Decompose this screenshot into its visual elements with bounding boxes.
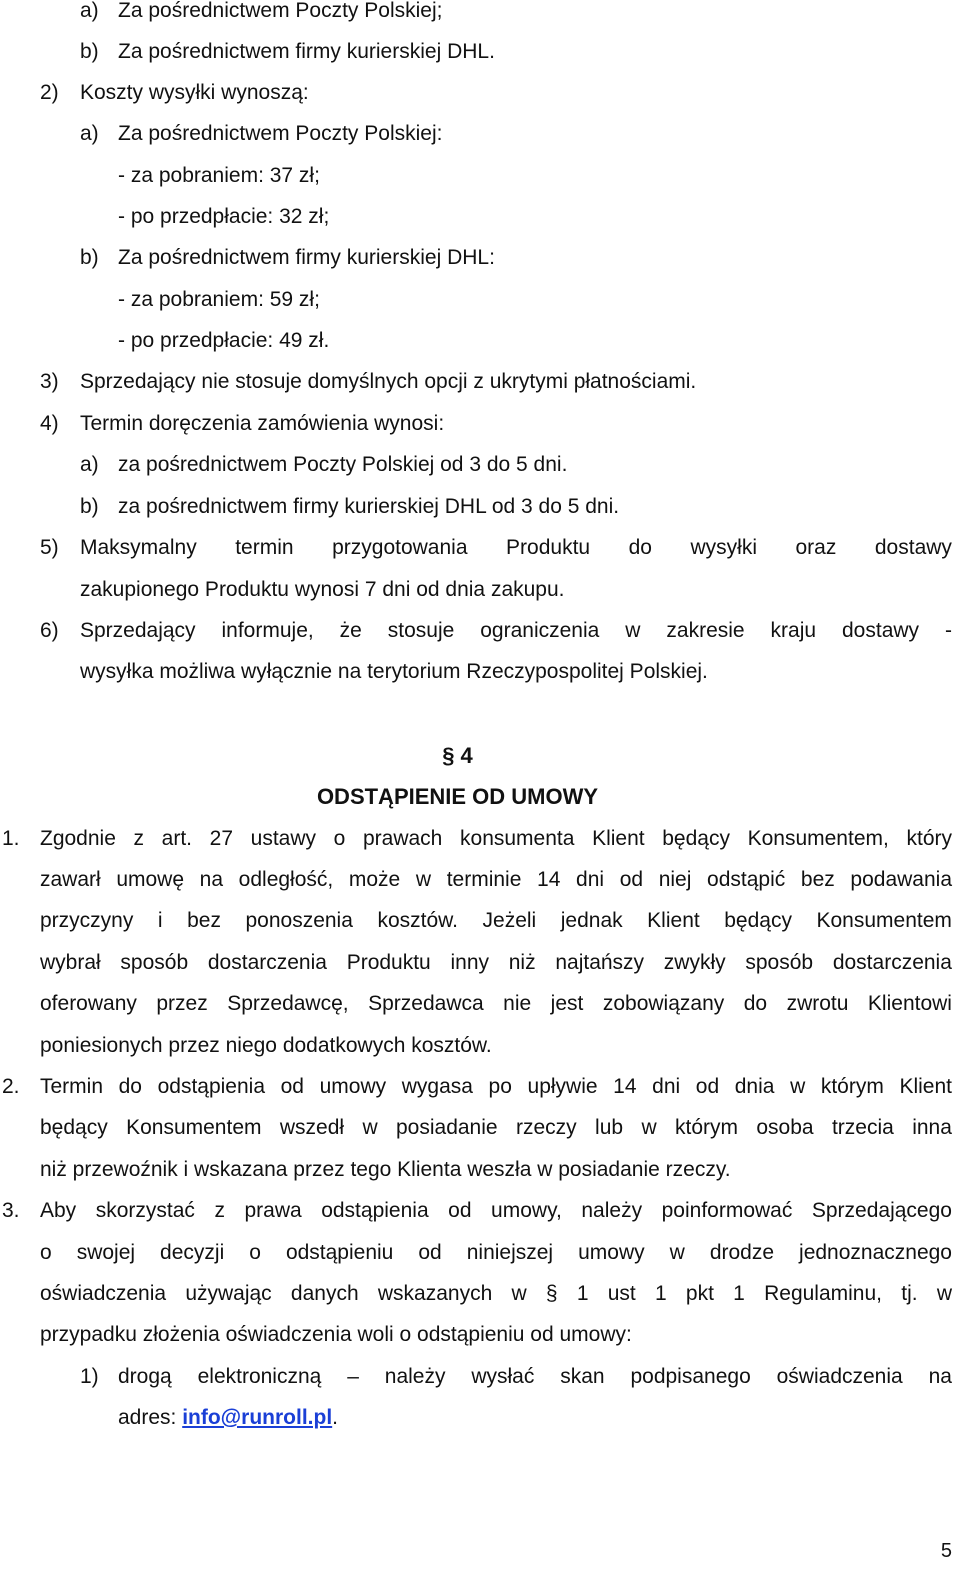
list-text: Koszty wysyłki wynoszą:: [80, 81, 309, 104]
word: podawania: [850, 868, 952, 891]
word: inny: [450, 951, 490, 974]
word: Konsumentem,: [747, 827, 889, 850]
list-marker: b): [80, 246, 99, 269]
list-text: Termin doręczenia zamówienia wynosi:: [80, 412, 445, 435]
word: do: [743, 992, 768, 1015]
word: dni: [576, 868, 605, 891]
word: jednoznacznego: [799, 1241, 952, 1264]
list-marker: a): [80, 0, 99, 22]
word: zwrotu: [786, 992, 849, 1015]
word: kraju: [770, 619, 817, 642]
word: posiadanie: [396, 1116, 498, 1139]
word: o: [40, 1241, 52, 1264]
word: dnia: [734, 1075, 775, 1098]
list-text: zakupionego Produktu wynosi 7 dni od dnia zakupu.: [80, 578, 565, 601]
word: odstąpienia: [321, 1199, 429, 1222]
word: Termin: [40, 1075, 104, 1098]
word: bez: [187, 909, 221, 932]
word: oferowany: [40, 992, 137, 1015]
word: sposób: [745, 951, 814, 974]
word: będący: [40, 1116, 108, 1139]
list-marker: b): [80, 495, 99, 518]
word: w: [669, 1241, 685, 1264]
word: osoba: [756, 1116, 814, 1139]
word: termin: [235, 536, 294, 559]
section-number: § 4: [442, 743, 473, 768]
list-item: [80, 237, 880, 278]
word: wysłać: [471, 1365, 535, 1388]
list-item: [80, 113, 880, 154]
list-marker: 3): [40, 370, 59, 393]
word: i: [157, 909, 163, 932]
word: odstąpienia: [157, 1075, 266, 1098]
justified-line: [40, 942, 952, 983]
justified-line: [80, 610, 952, 651]
email-link[interactable]: info@runroll.pl: [182, 1406, 333, 1429]
word: z: [133, 827, 145, 850]
price-line: - po przedpłacie: 49 zł.: [118, 329, 330, 352]
word: należy: [581, 1199, 643, 1222]
word: wszedł: [279, 1116, 345, 1139]
justified-line: [40, 1107, 952, 1148]
justified-line: [40, 1190, 952, 1231]
word: Sprzedawcę,: [227, 992, 349, 1015]
list-marker: 2.: [2, 1075, 20, 1098]
word: jest: [550, 992, 584, 1015]
list-marker: 6): [40, 619, 59, 642]
word: informuje,: [221, 619, 314, 642]
word: Klient: [647, 909, 700, 932]
word: którym: [820, 1075, 884, 1098]
justified-line: [40, 900, 952, 941]
list-text: Sprzedający nie stosuje domyślnych opcji z ukrytymi płatnościami.: [80, 370, 697, 393]
word: oraz: [795, 536, 837, 559]
list-marker: 4): [40, 412, 59, 435]
word: zawarł: [40, 868, 101, 891]
page-number: 5: [940, 1540, 952, 1562]
email-line: [118, 1397, 338, 1438]
word: dostarczenia: [207, 951, 327, 974]
word: od: [619, 868, 644, 891]
word: w: [511, 1282, 527, 1305]
word: tj.: [901, 1282, 918, 1305]
word: konsumenta: [460, 827, 575, 850]
word: będący: [662, 827, 730, 850]
justified-line: [40, 1066, 952, 1107]
justified-line: [40, 1232, 952, 1273]
word: odstąpić: [707, 868, 786, 891]
word: niej: [658, 868, 692, 891]
word: zwykły: [663, 951, 726, 974]
word: będący: [724, 909, 792, 932]
list-text: przypadku złożenia oświadczenia woli o odstąpieniu od umowy:: [40, 1323, 632, 1346]
word: Konsumentem: [126, 1116, 262, 1139]
list-item: [80, 444, 880, 485]
word: Zgodnie: [40, 827, 116, 850]
section-title: ODSTĄPIENIE OD UMOWY: [316, 784, 599, 809]
word: decyzji: [160, 1241, 225, 1264]
list-text: za pośrednictwem firmy kurierskiej DHL od 3 do 5 dni.: [118, 495, 620, 518]
word: 1: [576, 1282, 589, 1305]
word: sposób: [120, 951, 189, 974]
address-label: adres:: [118, 1406, 183, 1429]
word: w: [936, 1282, 952, 1305]
word: odległość,: [238, 868, 334, 891]
list-marker: a): [80, 453, 99, 476]
justified-line: [80, 527, 952, 568]
word: dostarczenia: [832, 951, 952, 974]
word: skan: [560, 1365, 605, 1388]
list-marker: 1): [80, 1365, 99, 1388]
word: drogą: [118, 1365, 172, 1388]
word: rzeczy: [515, 1116, 577, 1139]
word: pkt: [685, 1282, 714, 1305]
word: umowy: [578, 1241, 645, 1264]
word: umowy,: [491, 1199, 562, 1222]
word: Produktu: [346, 951, 431, 974]
word: odstąpieniu: [285, 1241, 394, 1264]
word: Klient: [592, 827, 645, 850]
list-marker: 1.: [2, 827, 20, 850]
list-marker: 5): [40, 536, 59, 559]
word: swojej: [76, 1241, 136, 1264]
word: -: [944, 619, 952, 642]
word: kosztów.: [377, 909, 458, 932]
word: podpisanego: [630, 1365, 751, 1388]
word: dostawy: [842, 619, 920, 642]
word: że: [339, 619, 362, 642]
word: którym: [674, 1116, 738, 1139]
word: przyczyny: [40, 909, 134, 932]
word: stosuje: [387, 619, 455, 642]
word: Sprzedawca: [368, 992, 484, 1015]
word: Klient: [899, 1075, 952, 1098]
word: do: [628, 536, 652, 559]
word: poinformować: [661, 1199, 793, 1222]
word: 14: [613, 1075, 637, 1098]
word: 1: [655, 1282, 667, 1305]
word: prawach: [362, 827, 443, 850]
list-item: [40, 361, 940, 402]
list-text: za pośrednictwem Poczty Polskiej od 3 do 5 dni.: [118, 453, 568, 476]
word: §: [545, 1282, 558, 1305]
justified-line: [40, 859, 952, 900]
list-text: niż przewoźnik i wskazana przez tego Klienta weszła w posiadanie rzeczy.: [40, 1158, 731, 1181]
word: w: [625, 619, 641, 642]
word: o: [333, 827, 346, 850]
word: upływie: [527, 1075, 598, 1098]
word: w: [415, 868, 432, 891]
word: ponoszenia: [245, 909, 353, 932]
list-item: [40, 403, 940, 444]
word: lub: [595, 1116, 624, 1139]
price-line: - za pobraniem: 37 zł;: [118, 164, 320, 187]
justified-line: [40, 983, 952, 1024]
word: o: [249, 1241, 261, 1264]
word: Regulaminu,: [764, 1282, 882, 1305]
word: 27: [209, 827, 234, 850]
word: Sprzedający: [80, 619, 196, 642]
list-text: Za pośrednictwem firmy kurierskiej DHL.: [118, 40, 495, 63]
list-item: [80, 31, 880, 72]
word: Sprzedającego: [811, 1199, 952, 1222]
word: w: [790, 1075, 806, 1098]
justified-line: [118, 1356, 952, 1397]
word: niniejszej: [466, 1241, 554, 1264]
word: do: [118, 1075, 142, 1098]
list-text: Za pośrednictwem Poczty Polskiej:: [118, 122, 443, 145]
word: wskazanych: [377, 1282, 493, 1305]
word: Konsumentem: [816, 909, 952, 932]
word: na: [199, 868, 224, 891]
word: wygasa: [401, 1075, 473, 1098]
word: wysyłki: [690, 536, 757, 559]
word: w: [641, 1116, 657, 1139]
word: danych: [290, 1282, 359, 1305]
word: przez: [156, 992, 208, 1015]
list-text: poniesionych przez niego dodatkowych kosztów.: [40, 1034, 492, 1057]
word: inna: [912, 1116, 952, 1139]
word: trzecia: [831, 1116, 894, 1139]
justified-line: [40, 818, 952, 859]
list-text: Za pośrednictwem firmy kurierskiej DHL:: [118, 246, 495, 269]
list-text: wysyłka możliwa wyłącznie na terytorium Rzeczypospolitej Polskiej.: [80, 660, 708, 683]
list-marker: 2): [40, 81, 59, 104]
word: ustawy: [250, 827, 317, 850]
word: –: [347, 1365, 359, 1388]
word: skorzystać: [95, 1199, 195, 1222]
list-text: Za pośrednictwem Poczty Polskiej;: [118, 0, 443, 22]
word: na: [928, 1365, 952, 1388]
word: art.: [161, 827, 193, 850]
word: od: [695, 1075, 720, 1098]
word: niż: [508, 951, 536, 974]
list-marker: a): [80, 122, 99, 145]
word: od: [448, 1199, 472, 1222]
word: bez: [800, 868, 835, 891]
word: umowy: [319, 1075, 387, 1098]
word: zakresie: [666, 619, 745, 642]
word: terminie: [446, 868, 522, 891]
word: nie: [503, 992, 532, 1015]
word: 14: [537, 868, 561, 891]
word: zobowiązany: [602, 992, 725, 1015]
list-item: [40, 72, 840, 113]
word: oświadczenia: [776, 1365, 903, 1388]
punctuation: .: [332, 1406, 338, 1429]
word: umowę: [116, 868, 185, 891]
word: należy: [384, 1365, 446, 1388]
word: od: [418, 1241, 442, 1264]
word: drodze: [709, 1241, 775, 1264]
word: Klientowi: [867, 992, 952, 1015]
word: oświadczenia: [40, 1282, 167, 1305]
word: Produktu: [506, 536, 591, 559]
word: jednak: [560, 909, 623, 932]
word: Aby: [40, 1199, 77, 1222]
word: z: [214, 1199, 225, 1222]
word: elektroniczną: [197, 1365, 322, 1388]
word: Jeżeli: [482, 909, 537, 932]
word: używając: [185, 1282, 272, 1305]
word: dostawy: [874, 536, 952, 559]
word: ograniczenia: [480, 619, 600, 642]
word: najtańszy: [555, 951, 645, 974]
word: wybrał: [40, 951, 101, 974]
word: prawa: [244, 1199, 302, 1222]
word: dni: [652, 1075, 681, 1098]
list-item: [80, 0, 880, 31]
word: po: [488, 1075, 512, 1098]
word: od: [280, 1075, 304, 1098]
word: może: [348, 868, 401, 891]
justified-line: [40, 1273, 952, 1314]
price-line: - za pobraniem: 59 zł;: [118, 288, 320, 311]
word: w: [362, 1116, 378, 1139]
word: Maksymalny: [80, 536, 197, 559]
word: 1: [733, 1282, 745, 1305]
list-item: [80, 486, 880, 527]
price-line: - po przedpłacie: 32 zł;: [118, 205, 330, 228]
word: który: [906, 827, 952, 850]
word: przygotowania: [332, 536, 468, 559]
list-marker: b): [80, 40, 99, 63]
word: ust: [607, 1282, 636, 1305]
list-marker: 3.: [2, 1199, 20, 1222]
